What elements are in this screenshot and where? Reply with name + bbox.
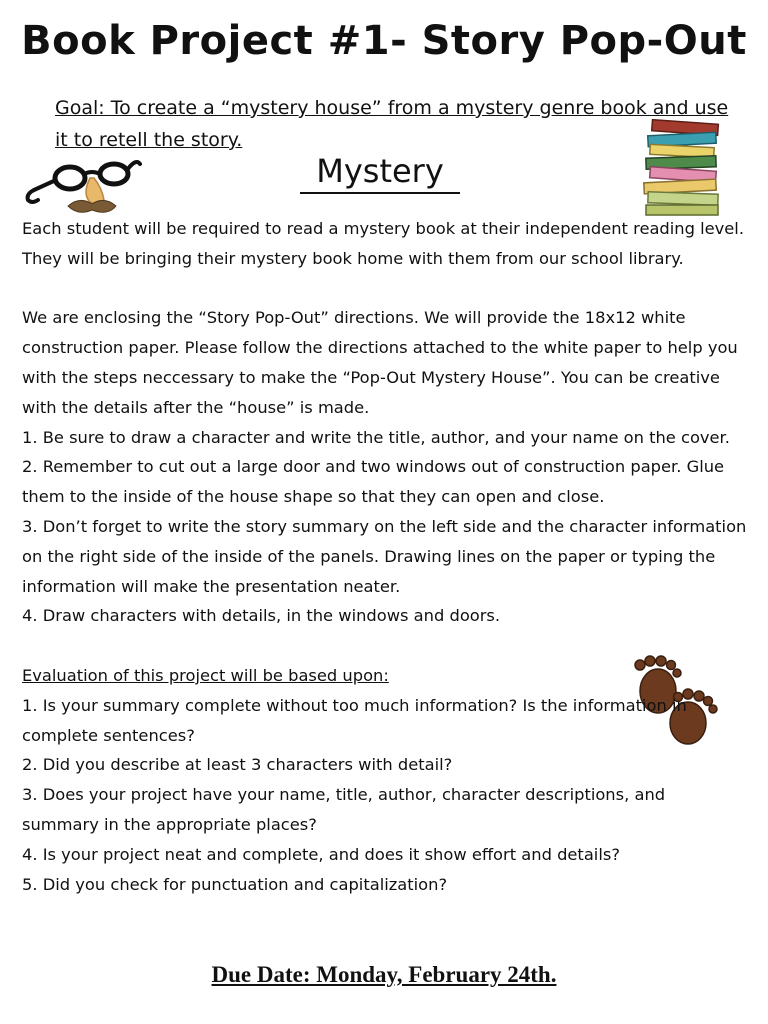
due-date: Due Date: Monday, February 24th. bbox=[211, 962, 557, 987]
page-title: Book Project #1- Story Pop-Out bbox=[21, 18, 747, 64]
step-item: 4. Draw characters with details, in the windows and doors. bbox=[22, 606, 501, 626]
glasses-disguise-icon bbox=[20, 150, 145, 220]
evaluation-heading: Evaluation of this project will be based upon: bbox=[22, 665, 389, 685]
mystery-heading: Mystery bbox=[300, 152, 460, 194]
directions-paragraph: We are enclosing the “Story Pop-Out” directions. We will provide the 18x12 white construction paper. Please follow the directions attached to the white paper to help you with the steps neccessary to make the “Pop-Out Mystery House”. You can be creative with the details after the “house” is made. bbox=[22, 308, 738, 417]
book-stack-icon bbox=[638, 118, 728, 218]
step-item: 1. Be sure to draw a character and write the title, author, and your name on the cover. bbox=[22, 427, 730, 447]
body-text bbox=[22, 214, 747, 899]
evaluation-item: 3. Does your project have your name, title, author, character descriptions, and summary in the appropriate places? bbox=[22, 785, 666, 834]
evaluation-item: 4. Is your project neat and complete, and does it show effort and details? bbox=[22, 844, 620, 864]
step-item: 2. Remember to cut out a large door and two windows out of construction paper. Glue them to the inside of the house shape so that they can open and close. bbox=[22, 457, 725, 507]
intro-paragraph: Each student will be required to read a mystery book at their independent reading level. They will be bringing their mystery book home with them from our school library. bbox=[22, 219, 745, 268]
evaluation-item: 2. Did you describe at least 3 characters with detail? bbox=[22, 755, 453, 775]
goal-statement: Goal: To create a “mystery house” from a mystery genre book and use it to retell the story. bbox=[55, 97, 729, 151]
step-item: 3. Don’t forget to write the story summary on the left side and the character information on the right side of the inside of the panels. Drawing lines on the paper or typing the information will make the presentation neater. bbox=[22, 516, 747, 596]
evaluation-item: 5. Did you check for punctuation and capitalization? bbox=[22, 874, 448, 894]
evaluation-item: 1. Is your summary complete without too much information? Is the information in complete sentences? bbox=[22, 695, 687, 745]
